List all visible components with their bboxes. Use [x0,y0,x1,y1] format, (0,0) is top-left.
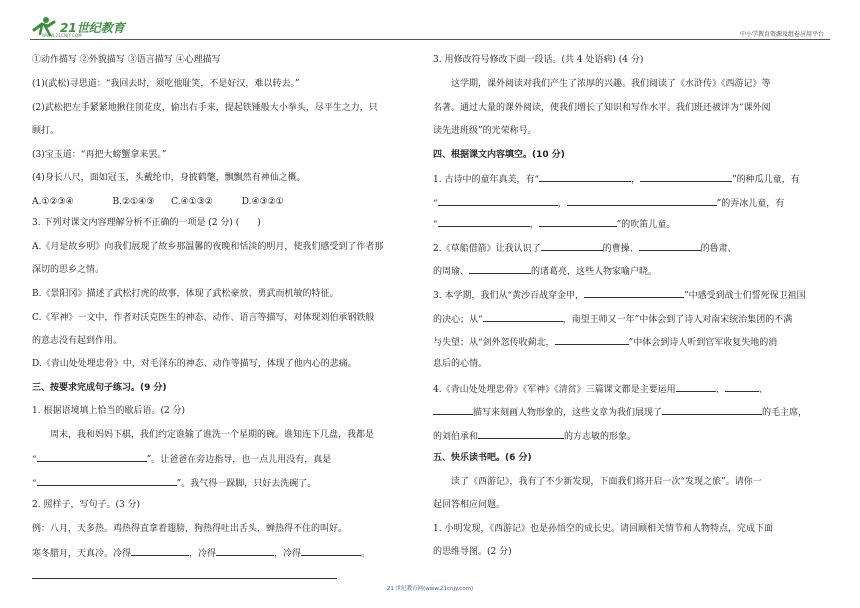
fill-text: ”中体会到诗人听到官军收复失地的消 [628,338,778,348]
option-d: D.《青山处处埋忠骨》中，对毛泽东的神态、动作等描写，体现了他内心的悲痛。 [32,359,357,369]
option-a-line-2: 深切的思乡之情。 [32,265,105,275]
answer-blank[interactable] [131,546,189,556]
edit-paragraph-line-1: 这学期，课外阅读对我们产生了浓厚的兴趣。我们阅读了《水浒传》《西游记》等 [451,79,771,89]
prompt-text: 寒冬腊月，天真冷。冷得 [32,549,132,559]
fill-3-line-3 [433,335,777,349]
fill-text: ， [557,199,567,209]
question-3-title: 3. 下列对课文内容理解分析不正确的一项是 (2 分) ( ) [32,218,261,228]
answer-blank[interactable] [584,288,684,298]
page-header [0,0,860,40]
fill-text: ， [529,220,539,230]
answer-blank[interactable] [37,452,147,462]
sentence-q1-para-2 [32,452,331,466]
fill-text: ”的弄冰儿童，有 [716,199,785,209]
fill-text: 的诸葛亮，这些人物家喻户晓。 [531,267,658,277]
fill-1-line-2 [433,196,784,210]
option-b: B.《景阳冈》描述了武松打虎的故事，体现了武松豪放、勇武而机敏的特征。 [32,289,339,299]
fill-text: ”中感受到战士们誓死保卫祖国 [684,291,806,301]
platform-name: 中小学教育资源及组卷应用平台 [739,31,824,38]
option-c-line-2: 的意志没有起到作用。 [32,336,123,346]
quote-open: “ [32,455,37,465]
fill-text: 的鲁肃、 [700,244,737,254]
answer-blank[interactable] [555,335,629,345]
prompt-text: 。 [361,549,371,559]
fill-text: 的毛主席， [762,408,808,418]
description-options: ①动作描写 ②外貌描写 ③语言描写 ④心理描写 [32,55,221,65]
sentence-q2-example: 例：八月，天多热。鸡热得直拿着翅膀，狗热得吐出舌头，蝉热得不住的叫好。 [32,524,348,534]
fill-2-line-1 [433,241,737,255]
answer-blank[interactable] [567,196,717,206]
sentence-q2: 2. 照样子，写句子。(3 分) [32,500,141,510]
fill-text: 的周瑜、 [433,267,470,277]
answer-blank[interactable] [469,264,531,274]
prompt-text: ，冷得 [274,549,302,559]
reading-intro-line-1: 读了《西游记》，我有了不少新发现，下面我们将开启一次“发现之旅”。请你一 [451,477,762,487]
fill-text: 、 [758,385,768,395]
sentence-q1-para-3 [32,476,316,490]
answer-blank[interactable] [662,405,762,415]
choice-c[interactable]: C.④①③② [171,197,213,207]
answer-blank[interactable] [539,172,631,182]
fill-text: ， [631,175,641,185]
fill-4-line-3 [433,429,636,443]
answer-choices [32,196,332,208]
section-3-heading: 三、按要求完成句子练习。(9 分) [32,383,167,393]
passage-3: (3)宝玉道：“再把大螃蟹拿来罢。” [32,150,167,160]
fill-1-line-3 [433,217,675,231]
option-a-line-1: A.《月是故乡明》向我们展现了故乡那温馨的夜晚和恬淡的明月，使我们感受到了作者那 [32,242,384,252]
passage-2-line-1: (2)武松把左手紧紧地揪住顶花皮，偷出右手来，提起铁锤般大小拳头，尽平生之力，只 [32,103,378,113]
answer-blank[interactable] [433,405,473,415]
fill-text: 的刘伯承和 [433,432,479,442]
fill-3-line-1 [433,288,806,302]
header-divider [30,39,830,40]
fill-text: 与失望；从“剑外忽传收蓟北， [433,338,555,348]
answer-blank[interactable] [639,241,701,251]
question-3-edit: 3. 用修改符号修改下面一段话。(共 4 处语病) (4 分) [433,55,644,65]
sentence-text: ”。我气得一跺脚，只好去洗碗了。 [176,479,317,489]
edit-paragraph-line-3: 读先进班级”的光荣称号。 [433,126,537,136]
passage-4: (4)身长八尺，面如冠玉，头戴纶巾，身披鹤氅，飘飘然有神仙之概。 [32,173,306,183]
fill-text: 3. 本学期，我们从“黄沙百战穿金甲， [433,291,585,301]
fill-4-line-1 [433,382,768,396]
quote-open: “ [32,479,37,489]
fill-text: 描写来刻画人物形象的，这些文章为我们展现了 [473,408,663,418]
sentence-q2-prompt [32,546,370,560]
choice-b[interactable]: B.②①④③ [112,197,155,207]
answer-blank[interactable] [725,382,759,392]
sentence-q1-para-1: 周末，我和妈妈下棋，我们约定谁输了谁洗一个星期的碗。谁知连下几盘，我都是 [50,430,375,440]
fill-3-line-2 [433,312,792,326]
choice-a[interactable]: A.①②③④ [32,197,74,207]
answer-blank[interactable] [216,546,274,556]
reading-q1-line-2: 的思维导图。(2 分) [433,547,512,557]
choice-d[interactable]: D.④③②① [241,197,284,207]
reading-intro-line-2: 起回答相应问题。 [433,500,506,510]
logo-text: 21世纪教育 [60,20,125,35]
fill-2-line-2 [433,264,657,278]
fill-text: 4.《青山处处埋忠骨》《军神》《清贫》三篇课文都是主要运用 [433,385,676,395]
fill-text: “ [433,220,438,230]
edit-paragraph-line-2: 名著。通过大量的课外阅读，使我们增长了知识和写作水平。我们班还被评为“课外阅 [433,103,771,113]
answer-blank[interactable] [37,476,177,486]
fill-text: 、 [715,385,725,395]
answer-blank[interactable] [438,217,530,227]
section-4-heading: 四、根据课文内容填空。(10 分) [433,150,565,160]
passage-1: (1)(武松)寻思道：“我回去时，须吃他耻笑，不是好汉，难以转去。” [32,79,300,89]
fill-text: ，南望王师又一年”中体会到了诗人对南宋统治集团的不满 [562,315,793,325]
fill-text: 2.《草船借箭》让我认识了 [433,244,541,254]
fill-3-line-4: 息后的心情。 [433,359,488,369]
prompt-text: ，冷得 [189,549,217,559]
fill-4-line-2 [433,405,807,419]
fill-text: ”的吹笛儿童。 [616,220,676,230]
section-5-heading: 五、快乐读书吧。(6 分) [433,453,532,463]
answer-blank[interactable] [640,172,732,182]
page-footer: 21 世纪教育网(www.21cnjy.com) [386,586,474,592]
answer-blank[interactable] [438,196,558,206]
footer-divider [32,578,337,579]
answer-blank[interactable] [301,546,361,556]
reading-q1-line-1: 1. 小明发现，《西游记》也是孙悟空的成长史。请回顾相关情节和人物特点，完成下面 [433,524,773,534]
fill-text: ”的种瓜儿童，有 [732,175,800,185]
logo-subtitle: WWW.21CNJY.COM [42,33,82,38]
answer-blank[interactable] [539,217,617,227]
answer-blank[interactable] [483,312,563,322]
answer-blank[interactable] [478,429,564,439]
answer-blank[interactable] [676,382,716,392]
fill-text: 1. 古诗中的童年真美，有“ [433,175,540,185]
passage-2-line-2: 顾打。 [32,126,60,136]
fill-text: 的曹操、 [602,244,639,254]
fill-text: “ [433,199,438,209]
fill-text: 的方志敏的形象。 [564,432,637,442]
answer-blank[interactable] [541,241,603,251]
sentence-text: ”。让爸爸在旁边指导，也一点儿用没有，真是 [146,455,332,465]
sentence-q1: 1. 根据语境填上恰当的歇后语。(2 分) [32,406,186,416]
option-c-line-1: C.《军神》一文中，作者对沃克医生的神态、动作、语言等描写，对体现刘伯承钢铁般 [32,313,375,323]
fill-text: 的决心；从“ [433,315,483,325]
fill-1-line-1 [433,172,800,186]
